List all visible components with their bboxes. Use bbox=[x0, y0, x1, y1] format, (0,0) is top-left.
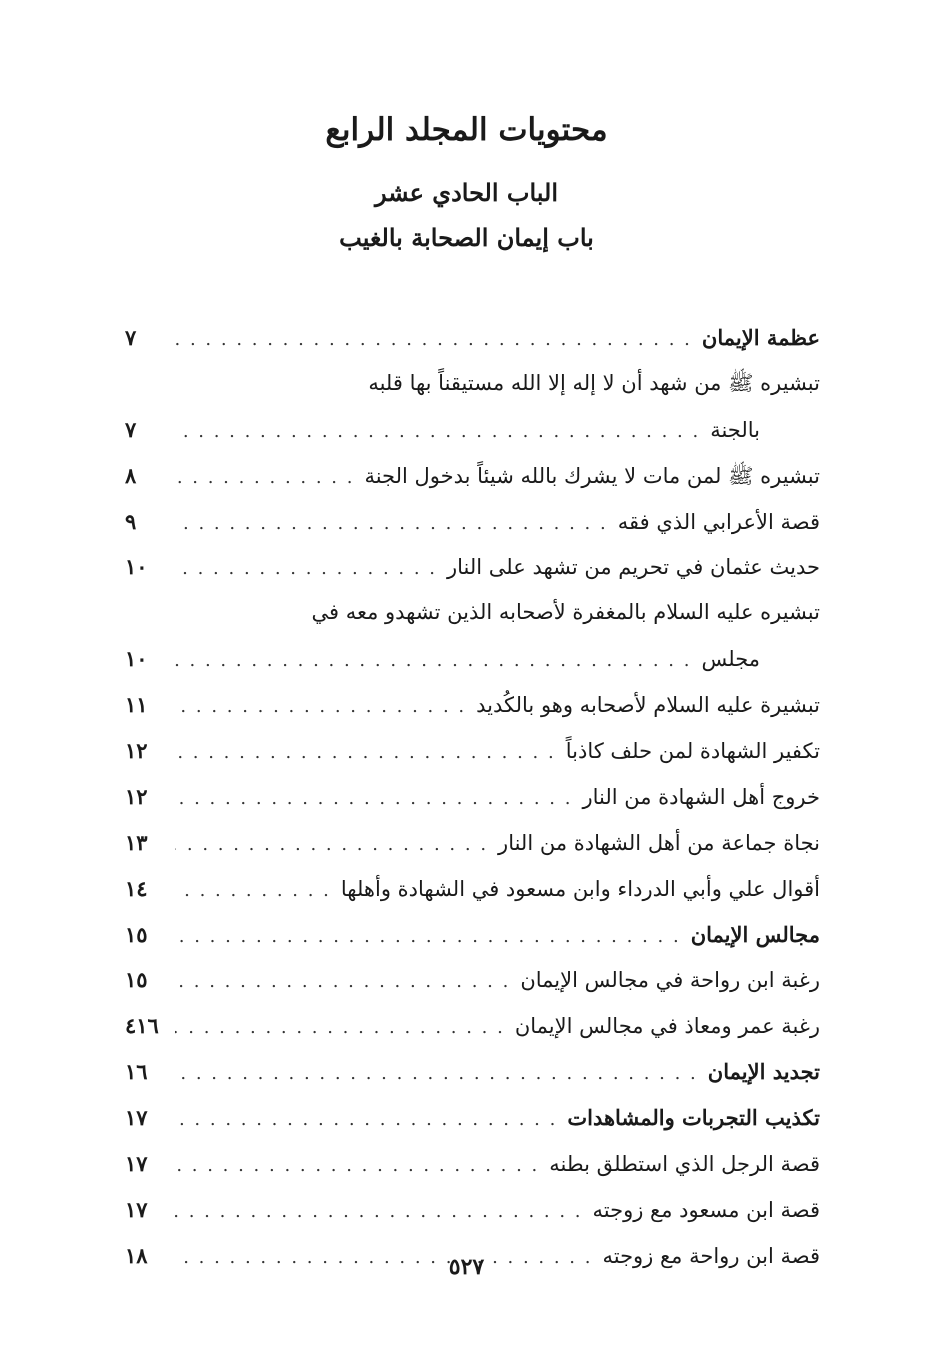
chapter-subtitle: باب إيمان الصحابة بالغيب bbox=[339, 223, 594, 252]
toc-entry bbox=[125, 407, 820, 453]
toc-entry bbox=[125, 361, 820, 407]
chapter-heading: الباب الحادي عشر bbox=[374, 178, 559, 207]
toc-entry bbox=[125, 682, 820, 728]
toc-entry-text: قصة الرجل الذي استطلق بطنه bbox=[549, 1152, 820, 1177]
toc-entry-text: تبشيره ﷺ لمن مات لا يشرك بالله شيئاً بدخول الجنة bbox=[364, 463, 820, 488]
toc-page-number: ٤١٦ bbox=[125, 1013, 159, 1039]
toc-entry bbox=[125, 1187, 820, 1233]
toc-entry bbox=[125, 453, 820, 499]
toc-page-number: ١٥ bbox=[125, 921, 148, 947]
toc-page-number: ٧ bbox=[125, 416, 137, 442]
dot-leader bbox=[175, 959, 510, 1005]
dot-leader bbox=[175, 1051, 698, 1097]
dot-leader bbox=[175, 1097, 557, 1143]
dot-leader bbox=[175, 501, 608, 547]
toc-page-number: ٧ bbox=[125, 325, 137, 350]
toc-entry bbox=[125, 636, 820, 682]
toc-page-number: ١٨ bbox=[125, 1242, 148, 1268]
toc-entry-text: مجالس الإيمان bbox=[690, 921, 820, 947]
dot-leader bbox=[175, 868, 331, 914]
toc-entry bbox=[125, 544, 820, 590]
toc-section-heading bbox=[125, 1095, 820, 1141]
toc-page-number: ٩ bbox=[125, 508, 137, 534]
toc-page-number: ١٧ bbox=[125, 1151, 148, 1177]
toc-page-number: ١٥ bbox=[125, 967, 148, 993]
toc-entry-text: خروج أهل الشهادة من النار bbox=[582, 784, 820, 809]
toc-page-number: ١٤ bbox=[125, 875, 148, 901]
toc-entry-text: عظمة الإيمان bbox=[701, 325, 820, 350]
toc-page-number: ١٠ bbox=[125, 646, 148, 672]
toc-entry-text: تجديد الإيمان bbox=[707, 1059, 820, 1085]
dot-leader bbox=[175, 546, 437, 592]
toc-entry-text: تبشيره عليه السلام بالمغفرة لأصحابه الذين تشهدو معه في bbox=[311, 600, 820, 625]
dot-leader bbox=[175, 638, 691, 684]
toc-page-number: ١٠ bbox=[125, 554, 148, 580]
toc-entry bbox=[125, 774, 820, 820]
toc-section-heading bbox=[125, 315, 820, 361]
dot-leader bbox=[175, 914, 681, 960]
toc-page-number: ١١ bbox=[125, 692, 148, 718]
toc-entry-text: تكفير الشهادة لمن حلف كاذباً bbox=[565, 739, 820, 764]
toc-entry-text: أقوال علي وأبي الدرداء وابن مسعود في الشهادة وأهلها bbox=[340, 876, 820, 901]
toc-entry bbox=[125, 1141, 820, 1187]
toc-entry-text: قصة الأعرابي الذي فقه bbox=[617, 509, 820, 534]
toc-page-number: ١٣ bbox=[125, 829, 148, 855]
page-number: ٥٢٧ bbox=[448, 1254, 485, 1280]
toc-entry bbox=[125, 499, 820, 545]
toc-entry-text: تبشيره ﷺ من شهد أن لا إله إلا الله مستيقناً بها قلبه bbox=[368, 370, 820, 395]
toc-entry bbox=[125, 1003, 820, 1049]
toc-section-heading bbox=[125, 1049, 820, 1095]
volume-contents-title: محتويات المجلد الرابع bbox=[325, 112, 608, 148]
dot-leader bbox=[175, 455, 354, 501]
toc-page-number: ١٢ bbox=[125, 783, 148, 809]
toc-entry-text: رغبة ابن رواحة في مجالس الإيمان bbox=[520, 968, 820, 993]
dot-leader bbox=[175, 776, 572, 822]
toc-entry-text: تكذيب التجربات والمشاهدات bbox=[567, 1105, 820, 1131]
toc-entry bbox=[125, 820, 820, 866]
toc-entry-text: رغبة عمر ومعاذ في مجالس الإيمان bbox=[514, 1014, 820, 1039]
toc-entry bbox=[125, 590, 820, 636]
dot-leader bbox=[175, 1189, 583, 1235]
toc-page-number: ١٦ bbox=[125, 1059, 148, 1085]
dot-leader bbox=[175, 684, 466, 730]
toc-entry-text: مجلس bbox=[701, 647, 760, 672]
toc-entry-text: بالجنة bbox=[710, 417, 760, 442]
dot-leader bbox=[175, 409, 700, 455]
toc-entry-text: تبشيرة عليه السلام لأصحابه وهو بالكُديد bbox=[476, 693, 820, 718]
toc-page-number: ١٧ bbox=[125, 1196, 148, 1222]
table-of-contents bbox=[125, 315, 820, 1279]
toc-entry-text: حديث عثمان في تحريم من تشهد على النار bbox=[447, 555, 820, 580]
toc-page-number: ١٢ bbox=[125, 738, 148, 764]
dot-leader bbox=[175, 730, 556, 776]
toc-entry bbox=[125, 866, 820, 912]
toc-entry-text: قصة ابن رواحة مع زوجته bbox=[602, 1243, 820, 1268]
dot-leader bbox=[175, 1143, 539, 1189]
toc-entry bbox=[125, 957, 820, 1003]
toc-entry-text: نجاة جماعة من أهل الشهادة من النار bbox=[498, 830, 820, 855]
toc-page-number: ٨ bbox=[125, 462, 137, 488]
toc-section-heading bbox=[125, 912, 820, 958]
toc-entry bbox=[125, 728, 820, 774]
dot-leader bbox=[175, 1005, 505, 1051]
dot-leader bbox=[175, 822, 488, 868]
toc-entry-text: قصة ابن مسعود مع زوجته bbox=[592, 1197, 820, 1222]
dot-leader bbox=[175, 317, 692, 363]
toc-page-number: ١٧ bbox=[125, 1105, 148, 1131]
